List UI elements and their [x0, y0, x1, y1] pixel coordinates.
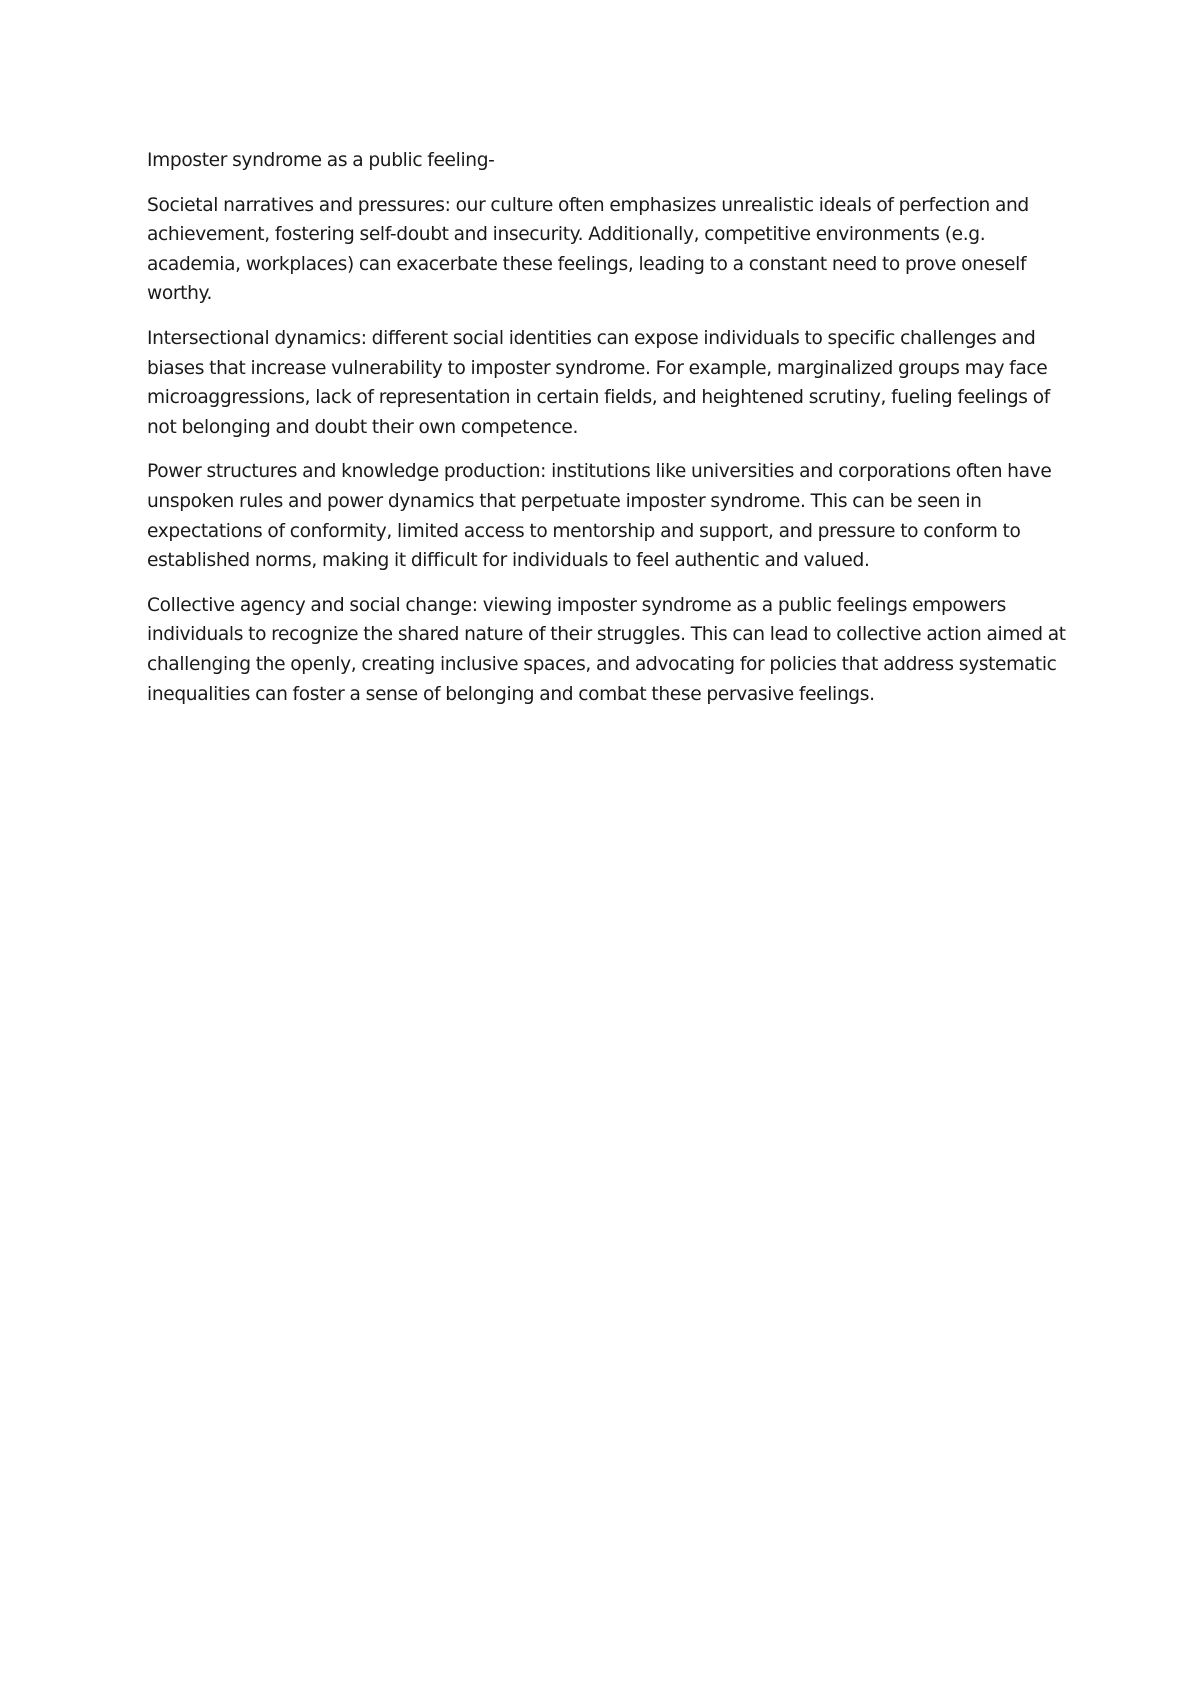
paragraph-societal-narratives: Societal narratives and pressures: our culture often emphasizes unrealistic ideals of perfection and achievement, fostering self-doubt and insecurity. Additionally, competitive environments (e.g. academia, workplaces) can exacerbate these feelings, leading to a constant need to prove oneself worthy. [147, 194, 1029, 305]
document-body [147, 146, 1067, 724]
document-title: Imposter syndrome as a public feeling- [147, 150, 495, 171]
paragraph-power-structures: Power structures and knowledge production: institutions like universities and corporations often have unspoken rules and power dynamics that perpetuate imposter syndrome. This can be seen in expectations of conformity, limited access to mentorship and support, and pressure to conform to established norms, making it difficult for individuals to feel authentic and valued. [147, 461, 1052, 572]
paragraph-collective-agency: Collective agency and social change: viewing imposter syndrome as a public feelings empowers individuals to recognize the shared nature of their struggles. This can lead to collective action aimed at challenging the openly, creating inclusive spaces, and advocating for policies that address systematic inequalities can foster a sense of belonging and combat these pervasive feelings. [147, 594, 1066, 705]
paragraph-intersectional-dynamics: Intersectional dynamics: different social identities can expose individuals to specific challenges and biases that increase vulnerability to imposter syndrome. For example, marginalized groups may face microaggressions, lack of representation in certain fields, and heightened scrutiny, fueling feelings of not belonging and doubt their own competence. [147, 327, 1050, 438]
